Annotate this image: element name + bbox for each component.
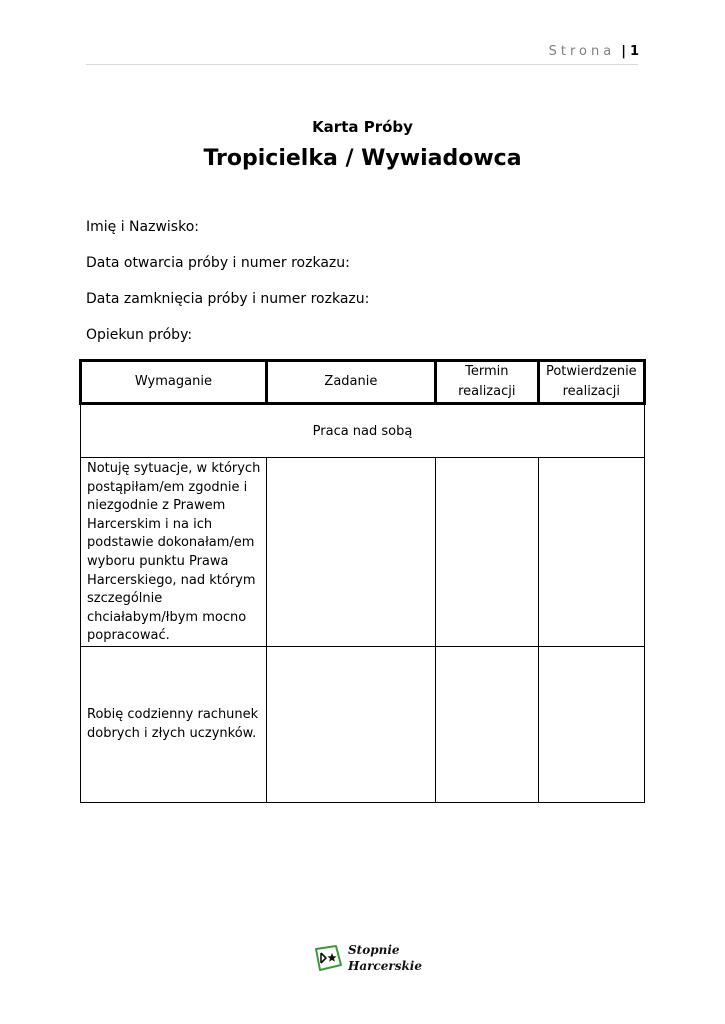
logo-line1: Stopnie xyxy=(348,943,400,957)
section-title: Praca nad sobą xyxy=(81,404,645,458)
stopnie-harcerskie-logo xyxy=(312,942,422,974)
requirement-line: Harcerskim i na ich xyxy=(87,516,213,532)
page-separator: | xyxy=(621,44,626,59)
requirement-line: niezgodnie z Prawem xyxy=(87,498,226,514)
requirement-line: podstawie dokonałam/em xyxy=(87,535,255,551)
logo-line2: Harcerskie xyxy=(348,959,422,973)
header-confirmation-line1: Potwierdzenie xyxy=(545,364,637,379)
requirement-line: wyboru punktu Prawa xyxy=(87,553,229,569)
task-cell[interactable] xyxy=(266,458,435,647)
logo-text xyxy=(348,942,422,974)
requirement-line: Notuję sytuacje, w których xyxy=(87,461,261,476)
requirement-line: popracować. xyxy=(87,628,170,644)
header-confirmation-line2: realizacji xyxy=(562,384,621,399)
requirement-cell xyxy=(81,647,267,803)
header-deadline xyxy=(435,361,538,404)
table-row xyxy=(81,458,645,647)
page-number: 1 xyxy=(629,44,639,59)
requirements-table xyxy=(79,359,646,803)
document-title: Tropicielka / Wywiadowca xyxy=(203,146,522,171)
field-name: Imię i Nazwisko: xyxy=(86,219,199,235)
field-close-date: Data zamknięcia próby i numer rozkazu: xyxy=(86,291,370,307)
table-header-row xyxy=(81,361,645,404)
document-subtitle: Karta Próby xyxy=(312,118,413,136)
section-row xyxy=(81,404,645,458)
deadline-cell[interactable] xyxy=(435,647,538,803)
header-task: Zadanie xyxy=(266,361,435,404)
header-requirement: Wymaganie xyxy=(81,361,267,404)
logo-emblem-icon xyxy=(312,943,344,973)
field-open-date: Data otwarcia próby i numer rozkazu: xyxy=(86,255,350,271)
requirement-line: szczególnie xyxy=(87,591,163,607)
page-header xyxy=(549,44,639,59)
header-deadline-line2: realizacji xyxy=(458,384,516,399)
deadline-cell[interactable] xyxy=(435,458,538,647)
requirement-line: dobrych i złych uczynków. xyxy=(87,725,257,741)
table-row xyxy=(81,647,645,803)
header-deadline-line1: Termin xyxy=(465,364,509,379)
field-supervisor: Opiekun próby: xyxy=(86,327,193,343)
requirement-line: Robię codzienny rachunek xyxy=(87,706,259,722)
confirmation-cell[interactable] xyxy=(538,647,644,803)
requirement-line: chciałabym/łbym mocno xyxy=(87,609,247,625)
header-confirmation xyxy=(538,361,644,404)
page-word: Strona xyxy=(548,44,616,59)
confirmation-cell[interactable] xyxy=(538,458,644,647)
requirement-line: postąpiłam/em zgodnie i xyxy=(87,479,248,495)
requirement-cell xyxy=(81,458,267,647)
header-divider xyxy=(86,64,638,65)
task-cell[interactable] xyxy=(266,647,435,803)
requirement-line: Harcerskiego, nad którym xyxy=(87,572,256,588)
